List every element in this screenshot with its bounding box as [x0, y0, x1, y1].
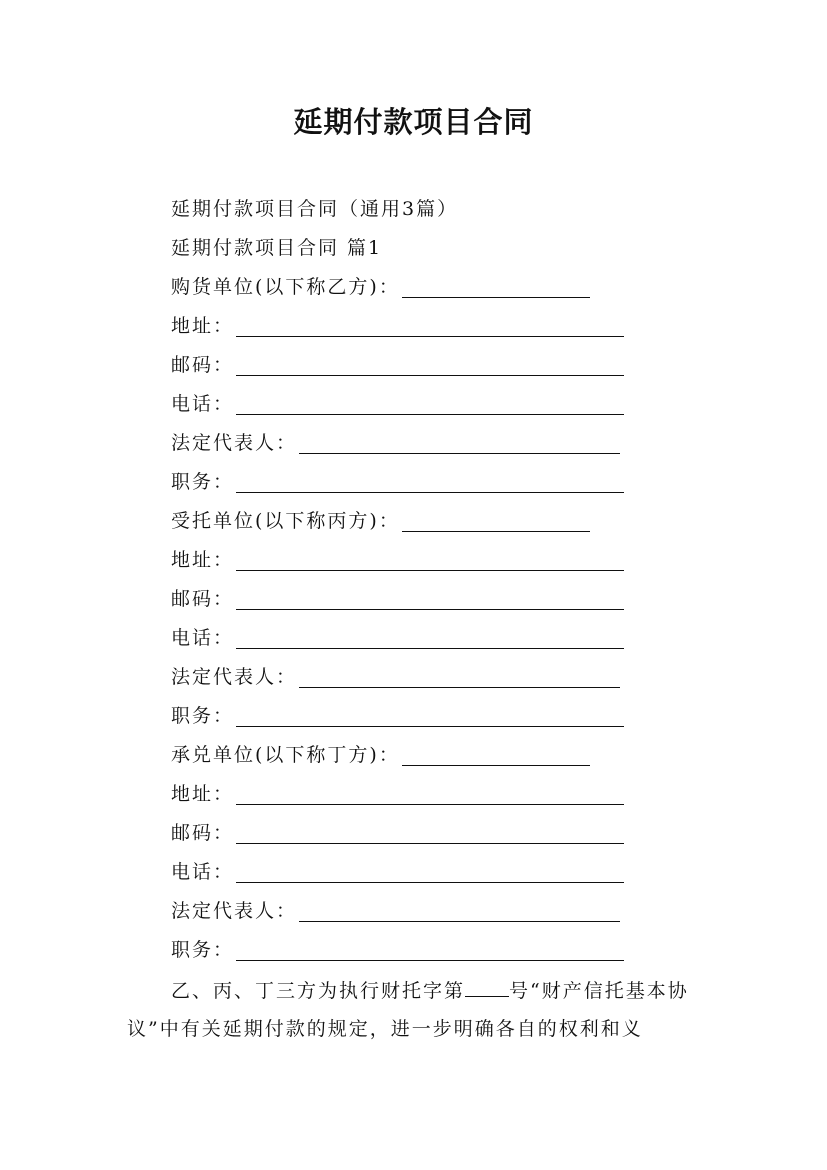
document-number-blank[interactable]	[465, 974, 509, 997]
subtitle-text: 延期付款项目合同（通用3篇）	[171, 198, 459, 220]
party-c-phone-line	[171, 623, 624, 653]
party-b-postcode-line	[171, 350, 624, 380]
party-b-rep-label: 法定代表人：	[171, 432, 298, 454]
party-c-position-line	[171, 701, 624, 731]
party-c-phone-blank[interactable]	[236, 624, 624, 649]
party-c-address-label: 地址：	[171, 549, 235, 571]
party-b-postcode-label: 邮码：	[171, 354, 235, 376]
page-title: 延期付款项目合同	[293, 105, 534, 139]
party-d-address-blank[interactable]	[236, 780, 624, 805]
party-b-position-label: 职务：	[171, 471, 235, 493]
party-d-unit-label: 承兑单位(以下称丁方)：	[171, 744, 400, 766]
document-subtitle	[171, 194, 458, 224]
party-c-address-blank[interactable]	[236, 546, 624, 571]
party-b-postcode-blank[interactable]	[236, 351, 624, 376]
party-d-rep-line	[171, 896, 620, 926]
party-d-phone-label: 电话：	[171, 861, 235, 883]
party-b-position-blank[interactable]	[236, 468, 624, 493]
party-d-position-label: 职务：	[171, 939, 235, 961]
party-d-address-label: 地址：	[171, 783, 235, 805]
party-b-unit-line	[171, 272, 590, 302]
party-b-address-line	[171, 311, 624, 341]
party-b-phone-blank[interactable]	[236, 390, 624, 415]
paragraph-text-part1: 乙、丙、丁三方为执行财托字第	[171, 980, 466, 1002]
party-c-phone-label: 电话：	[171, 627, 235, 649]
party-b-position-line	[171, 467, 624, 497]
party-d-phone-blank[interactable]	[236, 858, 624, 883]
party-c-address-line	[171, 545, 624, 575]
party-c-unit-line	[171, 506, 590, 536]
party-b-address-blank[interactable]	[236, 312, 624, 337]
section-heading	[171, 233, 382, 263]
party-d-phone-line	[171, 857, 624, 887]
party-c-rep-line	[171, 662, 620, 692]
party-c-rep-label: 法定代表人：	[171, 666, 298, 688]
party-b-rep-blank[interactable]	[299, 429, 620, 454]
party-d-postcode-blank[interactable]	[236, 819, 624, 844]
party-d-postcode-label: 邮码：	[171, 822, 235, 844]
party-c-position-label: 职务：	[171, 705, 235, 727]
party-d-rep-blank[interactable]	[299, 897, 620, 922]
party-d-rep-label: 法定代表人：	[171, 900, 298, 922]
party-c-postcode-line	[171, 584, 624, 614]
party-d-unit-line	[171, 740, 590, 770]
party-d-address-line	[171, 779, 624, 809]
party-c-rep-blank[interactable]	[299, 663, 620, 688]
party-b-phone-line	[171, 389, 624, 419]
party-b-phone-label: 电话：	[171, 393, 235, 415]
party-c-unit-label: 受托单位(以下称丙方)：	[171, 510, 400, 532]
party-c-position-blank[interactable]	[236, 702, 624, 727]
paragraph-text-part2: 号“财产信托基本协议”中有关延期付款的规定，进一步明确各自的权利和义	[127, 980, 689, 1040]
party-b-address-label: 地址：	[171, 315, 235, 337]
party-d-unit-blank[interactable]	[402, 741, 590, 766]
body-paragraph	[127, 972, 717, 1048]
party-c-postcode-blank[interactable]	[236, 585, 624, 610]
party-c-unit-blank[interactable]	[402, 507, 590, 532]
party-c-postcode-label: 邮码：	[171, 588, 235, 610]
party-d-position-line	[171, 935, 624, 965]
party-b-rep-line	[171, 428, 620, 458]
party-d-postcode-line	[171, 818, 624, 848]
party-d-position-blank[interactable]	[236, 936, 624, 961]
party-b-unit-label: 购货单位(以下称乙方)：	[171, 276, 400, 298]
section-heading-text: 延期付款项目合同 篇1	[171, 237, 383, 259]
party-b-unit-blank[interactable]	[402, 273, 590, 298]
